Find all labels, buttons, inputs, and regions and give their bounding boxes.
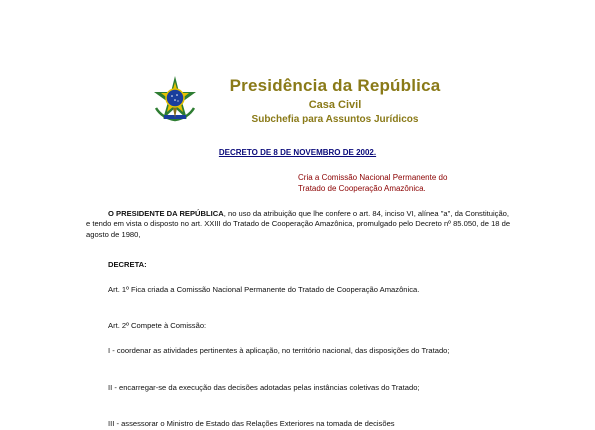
header-subtitle-2: Subchefia para Assuntos Jurídicos (251, 114, 419, 125)
article-2-item-2: II - encarregar-se da execução das decisões adotadas pelas instâncias coletivas do Tratado; (108, 383, 420, 392)
ementa (298, 172, 528, 194)
preamble-lead: O PRESIDENTE DA REPÚBLICA (108, 209, 224, 218)
header-subtitle: Casa Civil (308, 99, 362, 111)
ementa-line-1: Cria a Comissão Nacional Permanente do (298, 173, 448, 182)
article-2-item-3: III - assessorar o Ministro de Estado das Relações Exteriores na tomada de decisões (108, 419, 395, 428)
brazil-coat-of-arms-icon (150, 74, 200, 124)
ementa-line-2: Tratado de Cooperação Amazônica. (298, 184, 426, 193)
header (200, 76, 470, 127)
decreta-heading: DECRETA: (108, 260, 147, 269)
decree-title-link[interactable]: DECRETO DE 8 DE NOVEMBRO DE 2002. (218, 148, 377, 157)
article-2: Art. 2º Compete à Comissão: (108, 321, 207, 330)
article-1: Art. 1º Fica criada a Comissão Nacional Permanente do Tratado de Cooperação Amazônica. (108, 285, 420, 294)
header-title: Presidência da República (229, 76, 441, 95)
preamble-paragraph (86, 209, 514, 240)
article-2-item-1: I - coordenar as atividades pertinentes à aplicação, no território nacional, das disposições do Tratado; (108, 346, 450, 355)
preamble-text: , no uso da atribuição que lhe confere o art. 84, inciso VI, alínea "a", da Constituição, e tendo em vista o disposto no art. XXIII do Tratado de Cooperação Amazônica, promulgado pelo Decreto nº 85.050, de 18 de agosto de 1980, (86, 209, 511, 239)
